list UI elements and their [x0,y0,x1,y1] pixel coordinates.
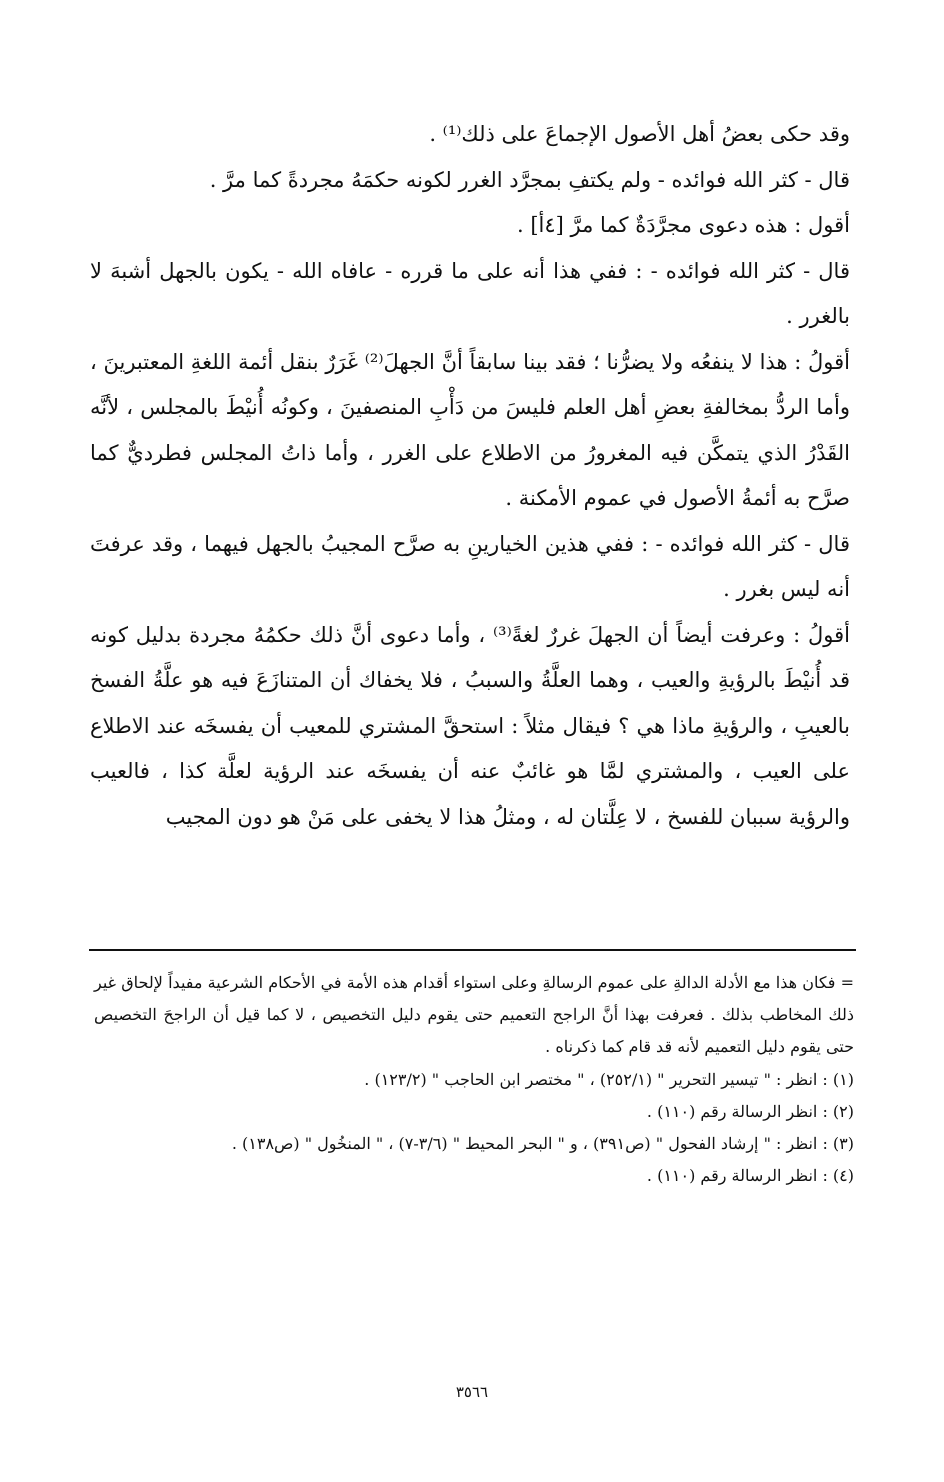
page-number: ٣٥٦٦ [455,1383,489,1401]
paragraph-reply-claim: أقول : هذه دعوى مجرَّدَةٌ كما مرَّ [٤أ] . [516,213,850,237]
paragraph-quote-ignorance: قال - كثر الله فوائده - : ففي هذا أنه على ما قرره - عافاه الله - يكون بالجهل أشبهَ لا بالغرر . [90,258,850,328]
paragraph-quote-two-options: قال - كثر الله فوائده - : ففي هذين الخيارينِ به صرَّح المجيبُ بالجهل فيهما ، وقد عرفتَ أنه ليس بغرر . [90,531,850,601]
footnote-2: (٢) : انظر الرسالة رقم (١١٠) . [646,1101,854,1121]
main-text [90,112,850,840]
paragraph-consensus: وقد حكى بعضُ أهل الأصول الإجماعَ على ذلك⁽¹⁾ . [429,122,850,146]
footnote-separator [89,949,856,951]
footnote-1: (١) : انظر : " تيسير التحرير " (٢٥٢/١) ، " مختصر ابن الحاجب " (١٢٣/٢) . [364,1069,854,1089]
footnotes [94,967,854,1192]
paragraph-quote-gharar: قال - كثر الله فوائده - ولم يكتفِ بمجرَّد الغرر لكونه حكمَهُ مجردةً كما مرَّ . [209,167,850,192]
footnote-4: (٤) : انظر الرسالة رقم (١١٠) . [646,1166,854,1186]
paragraph-reply-defect-sight: أقولُ : وعرفت أيضاً أن الجهلَ غررٌ لغةً⁽³⁾ ، وأما دعوى أنَّ ذلك حكمُهُ مجردة بدليل كونه قد أُنيْطَ بالرؤيةِ والعيب ، وهما العلَّةُ والسببُ ، فلا يخفاك أن المتنازَعَ فيه هو علَّةُ الفسخ بالعيبِ ، والرؤيةِ ماذا هي ؟ فيقال مثلاً : استحقَّ المشتري للمعيب أن يفسخَه عند الاطلاع على العيب ، والمشتري لمَّا هو غائبٌ عنه أن يفسخَه عند الرؤية لعلَّة كذا ، فالعيب والرؤية سببان للفسخ ، لا عِلَّتان له ، ومثلُ هذا لا يخفى على مَنْ هو دون المجيب [90,622,850,829]
footnote-continuation: = فكان هذا مع الأدلة الدالةِ على عموم الرسالةِ وعلى استواء أقدام هذه الأمة في الأحكام الشرعية مفيداً لإلحاق غير ذلك المخاطب بذلك . فعرفت بهذا أنَّ الراجح التعميم حتى يقوم دليل التخصيص ، لا كما قيل أن الراجحَ التخصيص حتى يقوم دليل التعميم لأنه قد قام كما ذكرناه . [94,973,855,1057]
paragraph-reply-language: أقولُ : هذا لا ينفعُه ولا يضرُّنا ؛ فقد بينا سابقاً أنَّ الجهلَ⁽²⁾ غَرَرٌ بنقل أئمة اللغةِ المعتبرينَ ، وأما الردُّ بمخالفةِ بعضِ أهل العلم فليسَ من دَأْبِ المنصفينَ ، وكونُه أُنيْطَ بالمجلس ، لأنَّه القَدْرُ الذي يتمكَّن فيه المغرورُ من الاطلاع على الغرر ، وأما ذاتُ المجلس فطرديٌّ كما صرَّح به أئمةُ الأصول في عموم الأمكنة . [90,349,851,510]
footnote-3: (٣) : انظر : " إرشاد الفحول " (ص٣٩١) ، و " البحر المحيط " (٣/٦-٧) ، " المنخُول " (ص١٣٨) . [231,1134,854,1154]
